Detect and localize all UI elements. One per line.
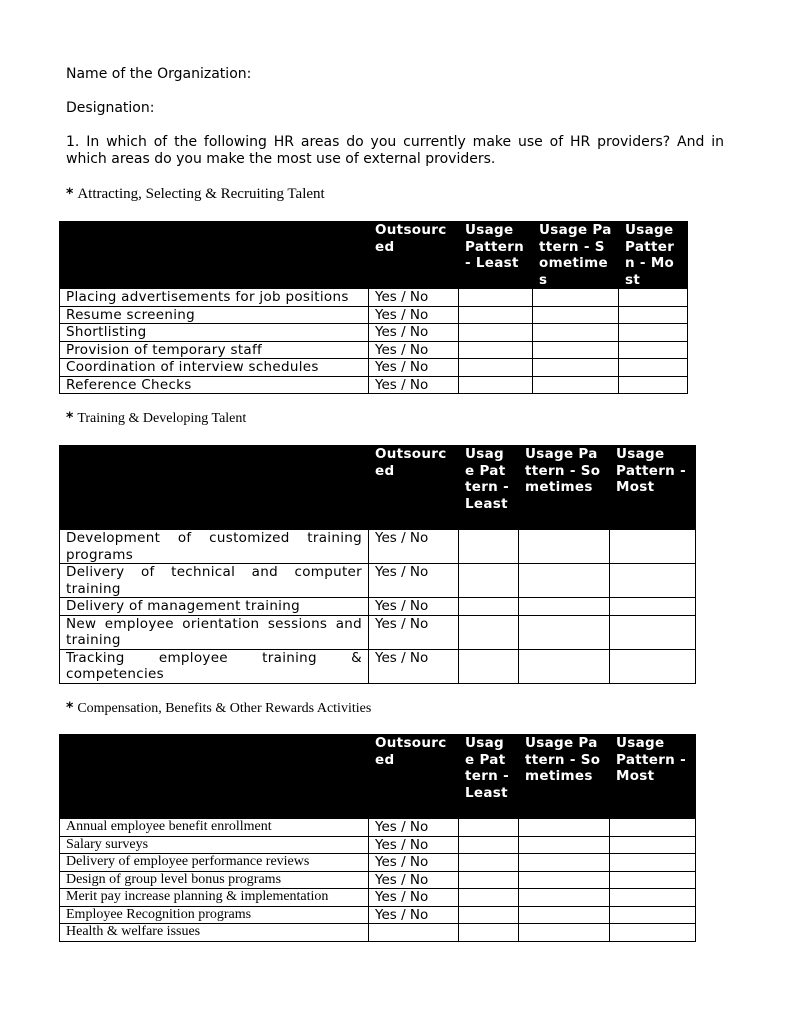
sometimes-cell[interactable] [519, 871, 610, 889]
sometimes-cell[interactable] [533, 359, 619, 377]
sometimes-cell[interactable] [519, 854, 610, 872]
section-2-star: * [66, 410, 74, 426]
question-1-text: 1. In which of the following HR areas do you currently make use of HR providers? And in which areas do you make the most use of external providers. [66, 134, 724, 167]
section-1-heading [66, 185, 325, 203]
outsourced-cell[interactable]: Yes / No [369, 871, 459, 889]
header-usage-least: Usage Pattern - Least [459, 222, 533, 289]
area-label: Design of group level bonus programs [60, 871, 369, 889]
table-row [60, 530, 696, 564]
sometimes-cell[interactable] [533, 324, 619, 342]
least-cell[interactable] [459, 649, 519, 683]
least-cell[interactable] [459, 906, 519, 924]
header-outsourced: Outsourced [369, 446, 459, 530]
area-label: Tracking employee training & competencies [60, 649, 369, 683]
area-label: Employee Recognition programs [60, 906, 369, 924]
outsourced-cell[interactable]: Yes / No [369, 889, 459, 907]
outsourced-cell[interactable]: Yes / No [369, 564, 459, 598]
header-usage-most: Usage Pattern - Most [619, 222, 688, 289]
area-label: Coordination of interview schedules [60, 359, 369, 377]
most-cell[interactable] [610, 530, 696, 564]
least-cell[interactable] [459, 854, 519, 872]
table-attracting-talent [59, 221, 688, 394]
area-label: Merit pay increase planning & implementation [60, 889, 369, 907]
least-cell[interactable] [459, 289, 533, 307]
least-cell[interactable] [459, 924, 519, 942]
most-cell[interactable] [610, 871, 696, 889]
most-cell[interactable] [619, 324, 688, 342]
most-cell[interactable] [619, 306, 688, 324]
most-cell[interactable] [619, 289, 688, 307]
most-cell[interactable] [610, 906, 696, 924]
sometimes-cell[interactable] [519, 598, 610, 616]
outsourced-cell[interactable]: Yes / No [369, 289, 459, 307]
least-cell[interactable] [459, 359, 533, 377]
table-row [60, 854, 696, 872]
most-cell[interactable] [610, 598, 696, 616]
most-cell[interactable] [610, 889, 696, 907]
header-usage-most: Usage Pattern - Most [610, 735, 696, 819]
least-cell[interactable] [459, 306, 533, 324]
most-cell[interactable] [619, 376, 688, 394]
outsourced-cell[interactable]: Yes / No [369, 819, 459, 837]
section-2-heading [66, 409, 246, 427]
section-2-title: Training & Developing Talent [77, 411, 247, 426]
outsourced-cell[interactable]: Yes / No [369, 649, 459, 683]
most-cell[interactable] [619, 341, 688, 359]
table-row [60, 376, 688, 394]
area-label: Salary surveys [60, 836, 369, 854]
header-usage-sometimes: Usage Pattern - Sometimes [533, 222, 619, 289]
area-label: New employee orientation sessions and training [60, 615, 369, 649]
table-row [60, 889, 696, 907]
most-cell[interactable] [610, 649, 696, 683]
sometimes-cell[interactable] [533, 376, 619, 394]
designation-label: Designation: [66, 100, 155, 116]
least-cell[interactable] [459, 598, 519, 616]
most-cell[interactable] [610, 615, 696, 649]
area-label: Provision of temporary staff [60, 341, 369, 359]
outsourced-cell[interactable]: Yes / No [369, 324, 459, 342]
table-row [60, 906, 696, 924]
most-cell[interactable] [610, 564, 696, 598]
section-3-heading [66, 699, 371, 717]
table-row [60, 341, 688, 359]
table-row [60, 306, 688, 324]
most-cell[interactable] [619, 359, 688, 377]
table-row [60, 598, 696, 616]
table-row [60, 924, 696, 942]
header-usage-least: Usage Pattern - Least [459, 735, 519, 819]
least-cell[interactable] [459, 341, 533, 359]
outsourced-cell[interactable]: Yes / No [369, 906, 459, 924]
sometimes-cell[interactable] [533, 341, 619, 359]
area-label: Delivery of employee performance reviews [60, 854, 369, 872]
section-1-star: * [66, 186, 74, 202]
table-row [60, 649, 696, 683]
least-cell[interactable] [459, 889, 519, 907]
header-usage-sometimes: Usage Pattern - Sometimes [519, 446, 610, 530]
table-compensation-benefits [59, 734, 696, 942]
sometimes-cell[interactable] [519, 564, 610, 598]
area-label: Annual employee benefit enrollment [60, 819, 369, 837]
outsourced-cell[interactable]: Yes / No [369, 341, 459, 359]
most-cell[interactable] [610, 819, 696, 837]
least-cell[interactable] [459, 564, 519, 598]
area-label: Development of customized training programs [60, 530, 369, 564]
area-label: Health & welfare issues [60, 924, 369, 942]
area-label: Delivery of technical and computer training [60, 564, 369, 598]
outsourced-cell[interactable]: Yes / No [369, 530, 459, 564]
table-row [60, 289, 688, 307]
header-usage-sometimes: Usage Pattern - Sometimes [519, 735, 610, 819]
table-row [60, 615, 696, 649]
header-usage-least: Usage Pattern - Least [459, 446, 519, 530]
header-outsourced: Outsourced [369, 735, 459, 819]
least-cell[interactable] [459, 819, 519, 837]
header-blank [60, 222, 369, 289]
sometimes-cell[interactable] [519, 649, 610, 683]
outsourced-cell[interactable]: Yes / No [369, 359, 459, 377]
area-label: Placing advertisements for job positions [60, 289, 369, 307]
outsourced-cell[interactable]: Yes / No [369, 376, 459, 394]
table-row [60, 836, 696, 854]
least-cell[interactable] [459, 836, 519, 854]
outsourced-cell[interactable]: Yes / No [369, 615, 459, 649]
outsourced-cell[interactable]: Yes / No [369, 836, 459, 854]
table-training-talent [59, 445, 696, 684]
sometimes-cell[interactable] [533, 306, 619, 324]
least-cell[interactable] [459, 871, 519, 889]
sometimes-cell[interactable] [533, 289, 619, 307]
sometimes-cell[interactable] [519, 906, 610, 924]
most-cell[interactable] [610, 836, 696, 854]
area-label: Resume screening [60, 306, 369, 324]
least-cell[interactable] [459, 615, 519, 649]
outsourced-cell[interactable]: Yes / No [369, 854, 459, 872]
outsourced-cell[interactable]: Yes / No [369, 306, 459, 324]
sometimes-cell[interactable] [519, 924, 610, 942]
table-row [60, 359, 688, 377]
area-label: Shortlisting [60, 324, 369, 342]
sometimes-cell[interactable] [519, 836, 610, 854]
header-usage-most: Usage Pattern - Most [610, 446, 696, 530]
sometimes-cell[interactable] [519, 530, 610, 564]
section-3-star: * [66, 700, 74, 716]
outsourced-cell[interactable]: Yes / No [369, 598, 459, 616]
header-blank [60, 735, 369, 819]
sometimes-cell[interactable] [519, 819, 610, 837]
table-row [60, 564, 696, 598]
organization-name-label: Name of the Organization: [66, 66, 252, 82]
header-outsourced: Outsourced [369, 222, 459, 289]
area-label: Reference Checks [60, 376, 369, 394]
area-label: Delivery of management training [60, 598, 369, 616]
table-row [60, 324, 688, 342]
sometimes-cell[interactable] [519, 615, 610, 649]
section-3-title: Compensation, Benefits & Other Rewards Activities [77, 701, 372, 716]
table-row [60, 819, 696, 837]
table-row [60, 871, 696, 889]
sometimes-cell[interactable] [519, 889, 610, 907]
most-cell[interactable] [610, 924, 696, 942]
least-cell[interactable] [459, 376, 533, 394]
header-blank [60, 446, 369, 530]
section-1-title: Attracting, Selecting & Recruiting Talent [77, 186, 325, 202]
outsourced-cell[interactable] [369, 924, 459, 942]
least-cell[interactable] [459, 530, 519, 564]
least-cell[interactable] [459, 324, 533, 342]
most-cell[interactable] [610, 854, 696, 872]
